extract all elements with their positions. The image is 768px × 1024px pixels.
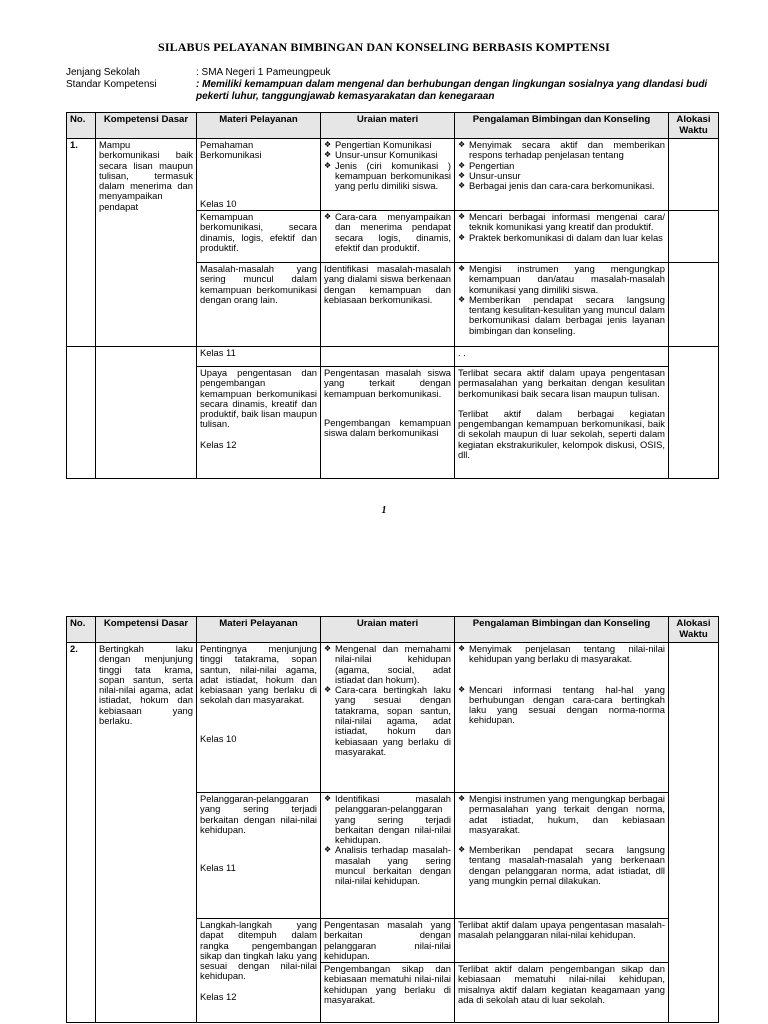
list-item: ❖ Mencari berbagai informasi mengenai cara/ teknik komunikasi yang kreatif dan produktif. (458, 212, 665, 233)
row-number: 1. (67, 139, 96, 347)
kelas-label: Kelas 10 (200, 197, 237, 209)
pengalaman-cell (455, 211, 669, 263)
materi-text: Pemahaman Berkomunikasi (200, 139, 262, 161)
header-no: No. (67, 113, 96, 139)
header-no: No. (67, 617, 96, 643)
uraian-cell (321, 211, 455, 263)
header-kompetensi: Kompetensi Dasar (96, 617, 197, 643)
header-pengalaman: Pengalaman Bimbingan dan Konseling (455, 617, 669, 643)
silabus-table-2 (66, 616, 719, 1023)
materi-text: Pentingnya menjunjung tinggi tatakrama, sopan santun, nilai-nilai agama, adat istiadat, hokum dan kebiasaan yang berlaku di sekolah dan masyarakat. (200, 643, 317, 706)
list-item: ❖ Pengertian Komunikasi (324, 140, 451, 150)
header-uraian: Uraian materi (321, 113, 455, 139)
table-row (67, 643, 719, 793)
jenjang-sekolah-row (66, 67, 726, 79)
list-item: ❖ Cara-cara menyampaikan dan menerima pendapat secara logis, dinamis, efektif dan produktif. (324, 212, 451, 253)
materi-cell: Kemampuan berkomunikasi, secara dinamis, logis, efektif dan produktif. (197, 211, 321, 263)
list-item: ❖ Unsur-unsur Komunikasi (324, 150, 451, 160)
uraian-text: Pengentasan masalah siswa yang terkait dengan kemampuan berkomunikasi. (324, 367, 451, 399)
materi-cell: Masalah-masalah yang sering muncul dalam kemampuan berkomunikasi dengan orang lain. (197, 263, 321, 347)
uraian-cell (321, 793, 455, 919)
list-item: ❖ Praktek berkomunikasi di dalam dan luar kelas (458, 233, 665, 243)
pengalaman-text: Terlibat secara aktif dalam upaya pengentasan permasalahan yang berkaitan dengan kesulitan berkomunikasi baik secara lisan maupun tulisan. (458, 367, 665, 399)
standar-kompetensi-row (66, 79, 726, 103)
header-materi: Materi Pelayanan (197, 617, 321, 643)
alokasi-cell (669, 643, 719, 1023)
kelas-label: Kelas 12 (200, 438, 237, 450)
document-title: SILABUS PELAYANAN BIMBINGAN DAN KONSELING BERBASIS KOMPTENSI (158, 40, 610, 54)
uraian-text: Pengembangan kemampuan siswa dalam berkomunikasi (324, 416, 451, 439)
header-alokasi: Alokasi Waktu (669, 617, 719, 643)
list-item: ❖ Memberikan pendapat secara langsung tentang masalah-masalah yang berkenaan dengan pelanggaran norma, adat istiadat, dll yang mungkin pernal dilakukan. (458, 845, 665, 886)
uraian-cell (321, 139, 455, 211)
uraian-cell: Pengembangan sikap dan kebiasaan mematuhi nilai-nilai kehidupan yang berlaku di masyarakat. (321, 963, 455, 1023)
standar-value: : Memiliki kemampuan dalam mengenal dan berhubungan dengan lingkungan sosialnya yang dlandasi budi pekerti luhur, tanggungjawab kemasyarakatan dan kenegaraan (196, 79, 708, 102)
pengalaman-cell (455, 367, 669, 479)
silabus-table-1 (66, 112, 719, 479)
standar-label: Standar Kompetensi (66, 79, 157, 90)
jenjang-label: Jenjang Sekolah (66, 67, 140, 78)
row-number: 2. (67, 643, 96, 1023)
kompetensi-cell (96, 347, 197, 479)
kompetensi-cell: Bertingkah laku dengan menjunjung tinggi tata krama, sopan santun, serta nilai-nilai agama, adat istiadat, hokum dan kebiasaan yang berlaku. (96, 643, 197, 1023)
alokasi-cell (669, 263, 719, 347)
materi-cell: Kelas 11 (197, 347, 321, 367)
list-item: ❖ Identifikasi masalah pelanggaran-pelanggaran yang sering terjadi berkaitan dengan nilai-nilai kehidupan. (324, 794, 451, 845)
jenjang-value: : SMA Negeri 1 Pameungpeuk (196, 67, 331, 78)
header-materi: Materi Pelayanan (197, 113, 321, 139)
pengalaman-text: Terlibat aktif dalam berbagai kegiatan pengembangan kemampuan berkomunikasi, baik di sekolah maupun di luar sekolah, seperti dalam kegiatan ekstrakurikuler, kelompok diskusi, OSIS, dll. (458, 407, 665, 461)
list-item: ❖ Mencari informasi tentang hal-hal yang berhubungan dengan cara-cara bertingkah laku yang sesuai dengan norma-norma kehidupan. (458, 685, 665, 726)
uraian-cell (321, 367, 455, 479)
list-item: ❖ Memberikan pendapat secara langsung tentang kesulitan-kesulitan yang muncul dalam berkomunikasi dalam berbagai jenis layanan bimbingan dan konseling. (458, 295, 665, 336)
materi-cell (197, 139, 321, 211)
uraian-cell: Identifikasi masalah-masalah yang dialami siswa berkenaan dengan kemampuan dan kebiasaan berkomunikasi. (321, 263, 455, 347)
list-item: ❖ Mengenal dan memahami nilai-nilai kehidupan (agama, social, adat istiadat dan hokum). (324, 644, 451, 685)
list-item: ❖ Menyimak secara aktif dan memberikan respons terhadap penjelasan tentang (458, 140, 665, 161)
uraian-cell: Pengentasan masalah yang berkaitan dengan pelanggaran nilai-nilai kehidupan. (321, 919, 455, 963)
table-row (67, 139, 719, 211)
pengalaman-cell (455, 793, 669, 919)
no-cell (67, 347, 96, 479)
pengalaman-cell (455, 643, 669, 793)
header-alokasi: Alokasi Waktu (669, 113, 719, 139)
header-kompetensi: Kompetensi Dasar (96, 113, 197, 139)
kompetensi-cell: Mampu berkomunikasi baik secara lisan maupun tulisan, termasuk dalam menerima dan menyampaikan pendapat (96, 139, 197, 347)
list-item: ❖ Unsur-unsur (458, 171, 665, 181)
materi-cell (197, 643, 321, 793)
list-item: ❖ Pengertian (458, 161, 665, 171)
pengalaman-cell (455, 263, 669, 347)
uraian-cell (321, 347, 455, 367)
list-item: ❖ Cara-cara bertingkah laku yang sesuai dengan tatakrama, sopan santun, nilai-nilai agama, adat istiadat, hokum dan kebiasaan yang berlaku di masyarakat. (324, 685, 451, 757)
materi-text: Pelanggaran-pelanggaran yang sering terjadi berkaitan dengan nilai-nilai kehidupan. (200, 793, 317, 835)
table-header-row (67, 113, 719, 139)
header-uraian: Uraian materi (321, 617, 455, 643)
alokasi-cell (669, 347, 719, 479)
list-item: ❖ Analisis terhadap masalah-masalah yang sering muncul berkaitan dengan nilai-nilai kehidupan. (324, 845, 451, 886)
pengalaman-cell: Terlibat aktif dalam pengembangan sikap dan kebiasaan mematuhi nilai-nilai kehidupan, misalnya aktif dalam kegiatan keagamaan yang ada di sekolah atau di luar sekolah. (455, 963, 669, 1023)
alokasi-cell (669, 139, 719, 211)
materi-cell (197, 919, 321, 1023)
kelas-label: Kelas 11 (200, 862, 236, 874)
materi-text: Upaya pengentasan dan pengembangan kemampuan berkomunikasi secara dinamis, kreatif dan produktif, baik lisan maupun tulisan. (200, 367, 317, 430)
materi-text: Langkah-langkah yang dapat ditempuh dalam rangka pengembangan sikap dan tingkah laku yang sesuai dengan nilai-nilai kehidupan. (200, 919, 317, 982)
header-pengalaman: Pengalaman Bimbingan dan Konseling (455, 113, 669, 139)
list-item: ❖ Mengisi instrumen yang mengungkap berbagai permasalahan yang terkait dengan norma, adat istiadat, hukum, dan kebiasaan masyarakat. (458, 794, 665, 835)
alokasi-cell (669, 211, 719, 263)
uraian-cell (321, 643, 455, 793)
materi-cell (197, 793, 321, 919)
page-number: 1 (381, 505, 387, 516)
table-row (67, 347, 719, 367)
list-item: ❖ Berbagai jenis dan cara-cara berkomunikasi. (458, 181, 665, 191)
kelas-label: Kelas 10 (200, 732, 237, 744)
list-item: ❖ Jenis (ciri komunikasi ) kemampuan berkomunikasi yang perlu dimiliki siswa. (324, 161, 451, 192)
pengalaman-cell: . . (455, 347, 669, 367)
list-item: ❖ Menyimak penjelasan tentang nilai-nilai kehidupan yang berlaku di masyarakat. (458, 644, 665, 665)
pengalaman-cell (455, 139, 669, 211)
materi-cell (197, 367, 321, 479)
list-item: ❖ Mengisi instrumen yang mengungkap kemampuan dan/atau masalah-masalah komunikasi yang dimiliki siswa. (458, 264, 665, 295)
table-header-row (67, 617, 719, 643)
kelas-label: Kelas 12 (200, 990, 237, 1002)
pengalaman-cell: Terlibat aktif dalam upaya pengentasan masalah-masalah pelanggaran nilai-nilai kehidupan. (455, 919, 669, 963)
